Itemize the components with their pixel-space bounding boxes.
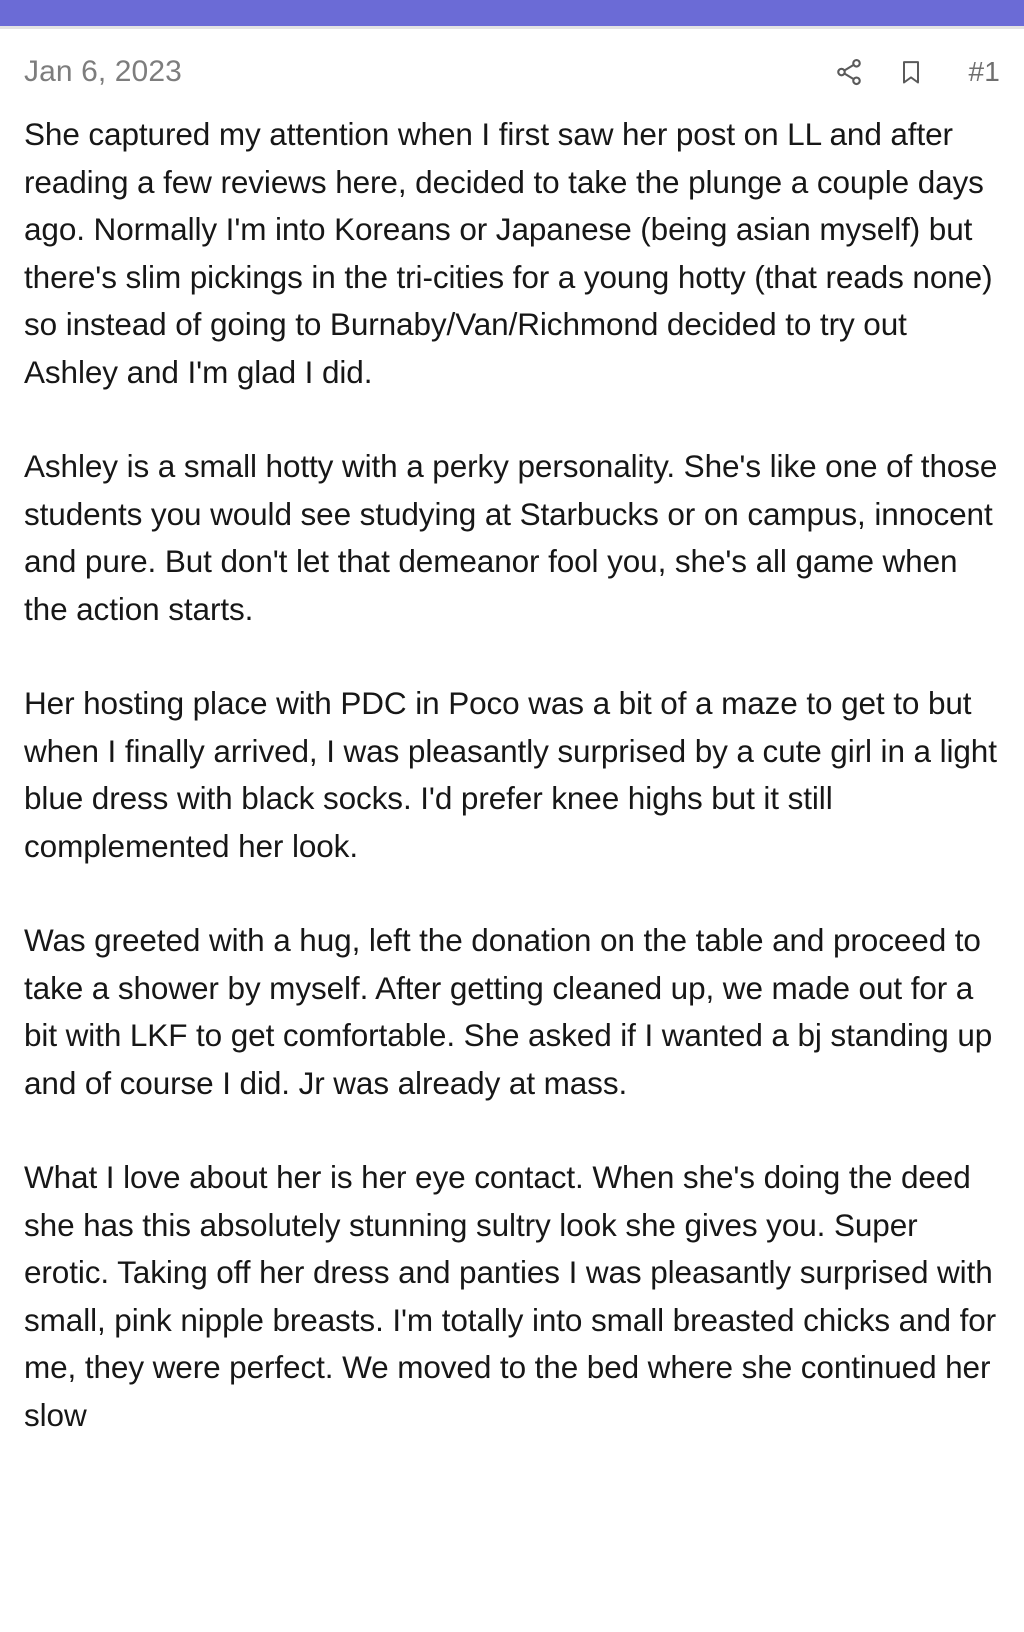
share-icon[interactable] bbox=[832, 55, 866, 89]
post-body bbox=[24, 111, 1000, 1439]
bookmark-icon[interactable] bbox=[894, 55, 928, 89]
app-accent-bar bbox=[0, 0, 1024, 26]
post-number[interactable]: #1 bbox=[968, 56, 1000, 87]
post-header bbox=[24, 29, 1000, 101]
post-paragraph: She captured my attention when I first saw her post on LL and after reading a few reviews here, decided to take the plunge a couple days ago. Normally I'm into Koreans or Japanese (being asian myself) but there's slim pickings in the tri-cities for a young hotty (that reads none) so instead of going to Burnaby/Van/Richmond decided to try out Ashley and I'm glad I did. bbox=[24, 116, 993, 390]
post-paragraph: Was greeted with a hug, left the donation on the table and proceed to take a shower by myself. After getting cleaned up, we made out for a bit with LKF to get comfortable. She asked if I wanted a bj standing up and of course I did. Jr was already at mass. bbox=[24, 922, 993, 1101]
post-date: Jan 6, 2023 bbox=[24, 55, 182, 88]
post-paragraph: Ashley is a small hotty with a perky personality. She's like one of those students you would see studying at Starbucks or on campus, innocent and pure. But don't let that demeanor fool you, she's all game when the action starts. bbox=[24, 448, 998, 627]
post-paragraph: Her hosting place with PDC in Poco was a bit of a maze to get to but when I finally arrived, I was pleasantly surprised by a cute girl in a light blue dress with black socks. I'd prefer knee highs but it still complemented her look. bbox=[24, 685, 997, 864]
post-paragraph: What I love about her is her eye contact. When she's doing the deed she has this absolutely stunning sultry look she gives you. Super erotic. Taking off her dress and panties I was pleasantly surprised with small, pink nipple breasts. I'm totally into small breasted chicks and for me, they were perfect. We moved to the bed where she continued her slow bbox=[24, 1159, 997, 1433]
post-actions bbox=[832, 55, 1000, 89]
post-container bbox=[0, 29, 1024, 1632]
